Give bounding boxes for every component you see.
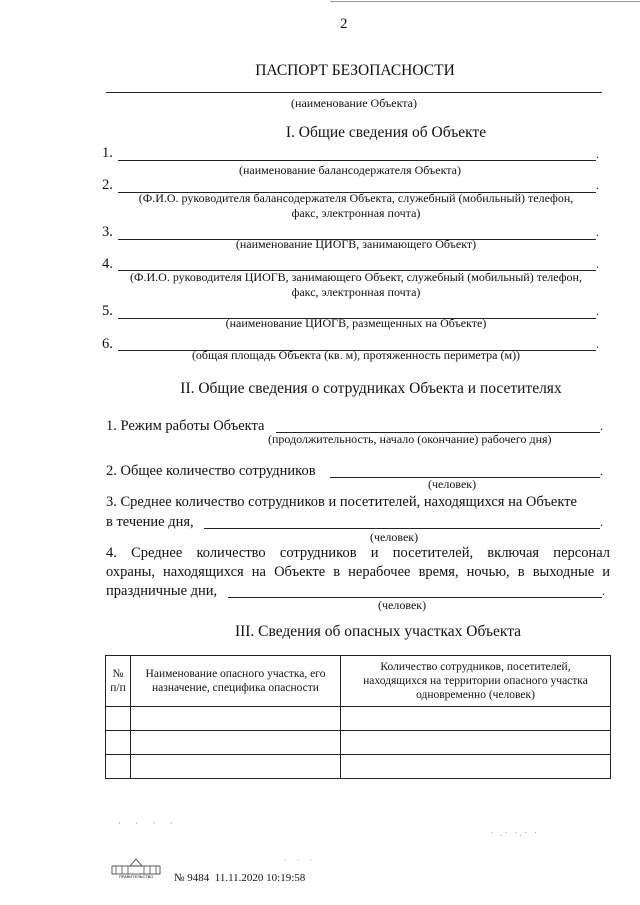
- s2-item4-caption: (человек): [378, 598, 427, 612]
- s1-item5-num: 5.: [102, 303, 113, 319]
- s2-item3-line: [204, 528, 600, 529]
- scan-noise: · · ·: [284, 856, 316, 865]
- s1-item1-line: [118, 160, 596, 161]
- s1-item4-caption: (Ф.И.О. руководителя ЦИОГВ, занимающего Объект, служебный (мобильный) телефон,: [130, 270, 582, 284]
- s1-item3-num: 3.: [102, 224, 113, 240]
- s1-item2-num: 2.: [102, 177, 113, 193]
- s1-item1-caption: (наименование балансодержателя Объекта): [239, 163, 461, 177]
- col-name-header: Наименование опасного участка, его назначение, специфика опасности: [131, 656, 341, 707]
- s1-item3-caption: (наименование ЦИОГВ, занимающего Объект): [235, 237, 477, 251]
- s2-item2-caption: (человек): [428, 477, 477, 491]
- table-row: [106, 731, 611, 755]
- s1-item4-caption2: факс, электронная почта): [291, 285, 421, 299]
- col-number-header: № п/п: [106, 656, 131, 707]
- object-name-line: [106, 92, 602, 93]
- hazard-table: [105, 655, 611, 779]
- s2-item3-line1: 3. Среднее количество сотрудников и посетителей, находящихся на Объекте: [106, 494, 577, 510]
- table-row: [106, 755, 611, 779]
- s2-item1-label: 1. Режим работы Объекта: [106, 418, 265, 434]
- s1-item2-caption2: факс, электронная почта): [291, 206, 421, 220]
- col-count-header: Количество сотрудников, посетителей, находящихся на территории опасного участка одновременно (человек): [341, 656, 611, 707]
- s1-item5-caption: (наименование ЦИОГВ, размещенных на Объекте): [225, 316, 487, 330]
- scan-noise: · · · ·: [118, 818, 179, 828]
- page-number: 2: [340, 16, 348, 32]
- s2-item1-caption: (продолжительность, начало (окончание) рабочего дня): [268, 432, 552, 446]
- scan-noise: · .· ·.· ·: [490, 828, 540, 839]
- government-logo: ПРАВИТЕЛЬСТВО: [110, 856, 162, 880]
- section2-heading: II. Общие сведения о сотрудниках Объекта и посетителях: [180, 380, 562, 397]
- s1-item4-num: 4.: [102, 256, 113, 272]
- s2-item4-line3: праздничные дни,: [106, 583, 218, 599]
- s2-item3-line2: в течение дня,: [106, 514, 194, 530]
- s1-item2-caption: (Ф.И.О. руководителя балансодержателя Объекта, служебный (мобильный) телефон,: [138, 191, 574, 205]
- document-title: ПАСПОРТ БЕЗОПАСНОСТИ: [255, 62, 455, 79]
- scan-edge: [330, 1, 640, 2]
- s1-item1-num: 1.: [102, 145, 113, 161]
- s1-item6-caption: (общая площадь Объекта (кв. м), протяженность периметра (м)): [191, 348, 521, 362]
- section3-heading: III. Сведения об опасных участках Объекта: [234, 623, 522, 640]
- s1-item6-num: 6.: [102, 336, 113, 352]
- s2-item2-label: 2. Общее количество сотрудников: [106, 463, 316, 479]
- object-name-caption: (наименование Объекта): [291, 96, 417, 110]
- table-row: [106, 707, 611, 731]
- s2-item3-caption: (человек): [370, 530, 419, 544]
- section1-heading: I. Общие сведения об Объекте: [285, 124, 487, 141]
- stamp-number: № 9484: [174, 872, 210, 884]
- stamp-datetime: 11.11.2020 10:19:58: [214, 872, 306, 884]
- document-stamp: [174, 872, 305, 884]
- s2-item4-line1: 4. Среднее количество сотрудников и посетителей, включая персонал: [106, 545, 610, 561]
- s2-item4-line2: охраны, находящихся на Объекте в нерабочее время, ночью, в выходные и: [106, 564, 610, 580]
- table-header-row: [106, 656, 611, 707]
